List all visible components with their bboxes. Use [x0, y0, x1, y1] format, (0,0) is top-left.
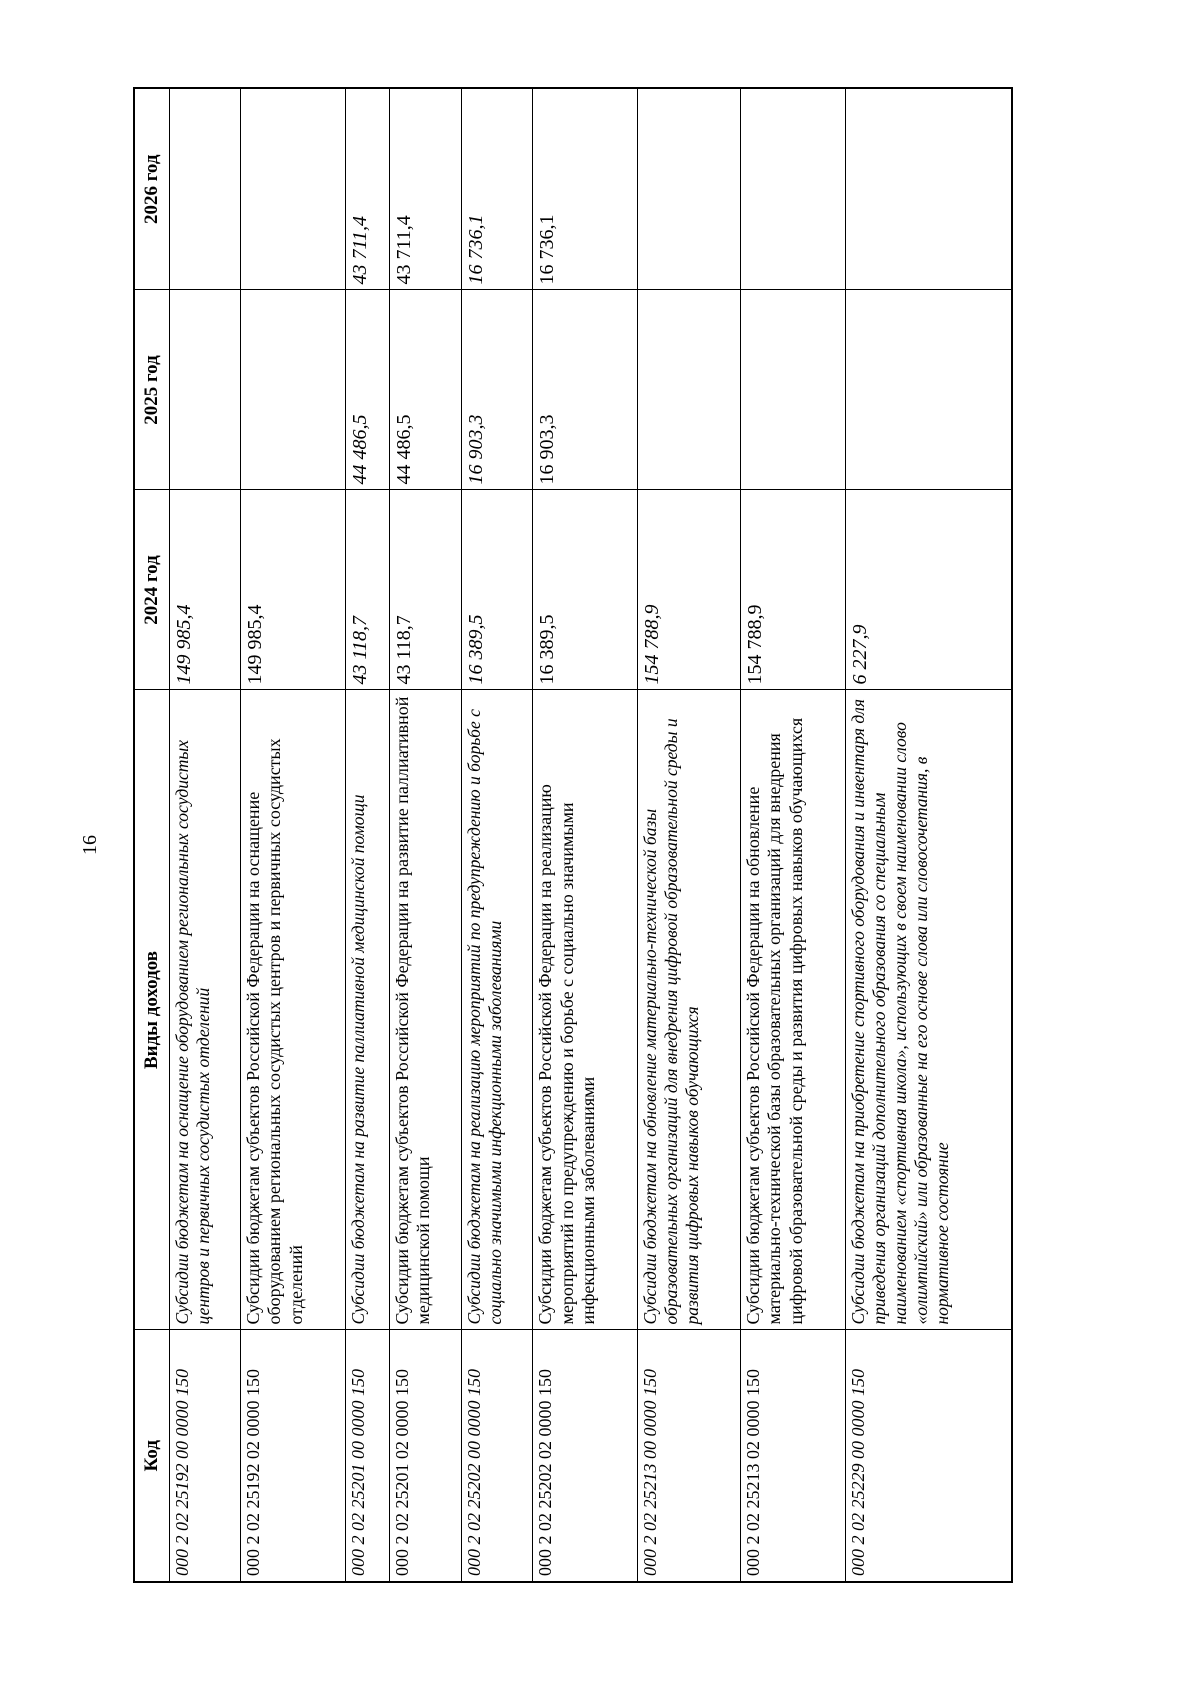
row-2024: 16 389,5 [462, 490, 533, 690]
table-row [240, 88, 345, 1582]
header-2026: 2026 год [134, 88, 170, 290]
table-row [845, 88, 1012, 1582]
row-2025: 16 903,3 [533, 290, 638, 490]
table-row [740, 88, 845, 1582]
row-2026: 43 711,4 [345, 88, 389, 290]
row-2025 [638, 290, 740, 490]
row-name: Субсидии бюджетам субъектов Российской Федерации на оснащение оборудованием региональных сосудистых центров и первичных сосудистых отделений [240, 690, 345, 1330]
header-name: Виды доходов [134, 690, 170, 1330]
row-2025: 44 486,5 [345, 290, 389, 490]
table-row [462, 88, 533, 1582]
row-name: Субсидии бюджетам на приобретение спортивного оборудования и инвентаря для приведения организаций дополнительного образования со специальным наименованием «спортивная школа», использующих в своем наименовании слово «олимпийский» или образованные на его основе слова или словосочетания, в нормативное состояние [845, 690, 1012, 1330]
row-code: 000 2 02 25202 02 0000 150 [533, 1330, 638, 1582]
row-2026: 16 736,1 [462, 88, 533, 290]
row-2024: 154 788,9 [740, 490, 845, 690]
header-2025: 2025 год [134, 290, 170, 490]
row-2025 [240, 290, 345, 490]
row-2026: 43 711,4 [389, 88, 462, 290]
row-2024: 16 389,5 [533, 490, 638, 690]
row-2024: 43 118,7 [389, 490, 462, 690]
row-name: Субсидии бюджетам субъектов Российской Федерации на реализацию мероприятий по предупреждению и борьбе с социально значимыми инфекционными заболеваниями [533, 690, 638, 1330]
row-2024: 149 985,4 [170, 490, 241, 690]
row-name: Субсидии бюджетам субъектов Российской Федерации на развитие паллиативной медицинской помощи [389, 690, 462, 1330]
row-name: Субсидии бюджетам на оснащение оборудованием региональных сосудистых центров и первичных сосудистых отделений [170, 690, 241, 1330]
row-code: 000 2 02 25213 00 0000 150 [638, 1330, 740, 1582]
row-2024: 6 227,9 [845, 490, 1012, 690]
row-2026 [170, 88, 241, 290]
row-2025 [170, 290, 241, 490]
table-row [638, 88, 740, 1582]
row-2026 [240, 88, 345, 290]
row-2024: 154 788,9 [638, 490, 740, 690]
row-2024: 43 118,7 [345, 490, 389, 690]
row-code: 000 2 02 25229 00 0000 150 [845, 1330, 1012, 1582]
header-code: Код [134, 1330, 170, 1582]
table-header-row [134, 88, 170, 1582]
row-code: 000 2 02 25201 02 0000 150 [389, 1330, 462, 1582]
row-2026 [740, 88, 845, 290]
row-2026: 16 736,1 [533, 88, 638, 290]
row-name: Субсидии бюджетам на развитие паллиативной медицинской помощи [345, 690, 389, 1330]
row-name: Субсидии бюджетам на реализацию мероприятий по предупреждению и борьбе с социально значимыми инфекционными заболеваниями [462, 690, 533, 1330]
row-code: 000 2 02 25202 00 0000 150 [462, 1330, 533, 1582]
row-2026 [845, 88, 1012, 290]
row-2025: 44 486,5 [389, 290, 462, 490]
table-row [533, 88, 638, 1582]
revenue-table-container [133, 89, 1013, 1583]
row-2026 [638, 88, 740, 290]
table-row [389, 88, 462, 1582]
row-code: 000 2 02 25213 02 0000 150 [740, 1330, 845, 1582]
header-2024: 2024 год [134, 490, 170, 690]
row-name: Субсидии бюджетам субъектов Российской Федерации на обновление материально-технической базы образовательных организаций для внедрения цифровой образовательной среды и развития цифровых навыков обучающихся [740, 690, 845, 1330]
table-row [345, 88, 389, 1582]
table-row [170, 88, 241, 1582]
row-2025 [740, 290, 845, 490]
page-number: 16 [79, 835, 101, 855]
row-code: 000 2 02 25192 02 0000 150 [240, 1330, 345, 1582]
revenue-table [133, 87, 1013, 1583]
row-2025 [845, 290, 1012, 490]
row-code: 000 2 02 25192 00 0000 150 [170, 1330, 241, 1582]
row-code: 000 2 02 25201 00 0000 150 [345, 1330, 389, 1582]
row-2025: 16 903,3 [462, 290, 533, 490]
row-name: Субсидии бюджетам на обновление материально-технической базы образовательных организаций для внедрения цифровой образовательной среды и развития цифровых навыков обучающихся [638, 690, 740, 1330]
row-2024: 149 985,4 [240, 490, 345, 690]
